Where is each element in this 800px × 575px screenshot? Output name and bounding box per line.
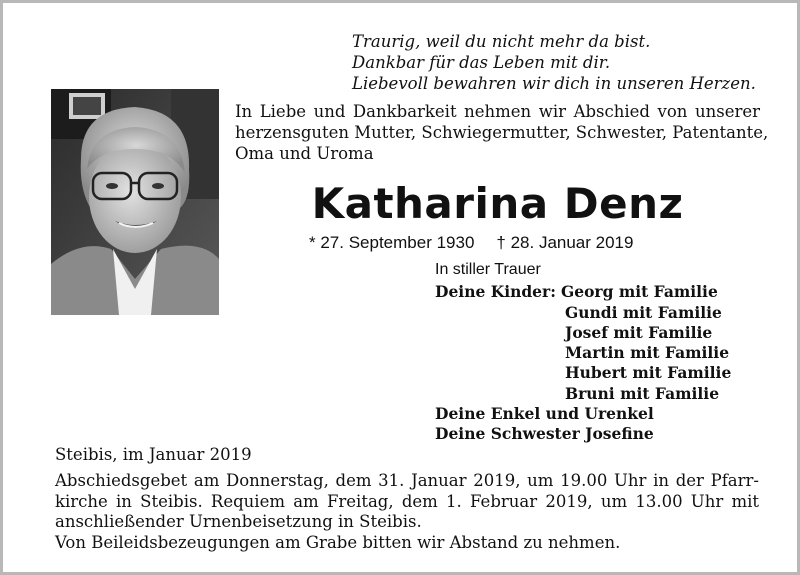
child-entry: Hubert mit Familie xyxy=(565,363,732,383)
children-row xyxy=(435,282,731,302)
poem xyxy=(352,31,756,94)
service-line: anschließender Urnenbeisetzung in Steibis. xyxy=(55,512,422,532)
child-entry: Georg mit Familie xyxy=(561,282,718,302)
poem-line: Liebevoll bewahren wir dich in unseren Herzen. xyxy=(352,74,756,93)
service-line: Von Beileidsbezeugungen am Grabe bitten wir Abstand zu nehmen. xyxy=(55,533,621,553)
service-line: kirche in Steibis. Requiem am Freitag, dem 1. Februar 2019, um 13.00 Uhr mit xyxy=(55,491,759,511)
poem-line: Dankbar für das Leben mit dir. xyxy=(352,53,611,72)
child-entry: Gundi mit Familie xyxy=(565,302,722,322)
deceased-name: Katharina Denz xyxy=(311,179,684,228)
sister-entry: Deine Schwester Josefine xyxy=(435,424,654,444)
service-info xyxy=(55,471,759,554)
intro-line: In Liebe und Dankbarkeit nehmen wir Abschied von unserer xyxy=(235,102,760,121)
child-entry: Bruni mit Familie xyxy=(565,383,720,403)
children-label: Deine Kinder: xyxy=(435,282,556,302)
intro-line: herzensguten Mutter, Schwiegermutter, Schwester, Patentante, xyxy=(235,123,769,142)
intro-line: Oma und Uroma xyxy=(235,144,374,163)
mourners-intro: In stiller Trauer xyxy=(435,261,541,278)
mourners-list xyxy=(435,260,731,445)
child-entry: Martin mit Familie xyxy=(565,343,730,363)
portrait-photo xyxy=(51,89,219,315)
place-date: Steibis, im Januar 2019 xyxy=(55,445,252,464)
life-dates xyxy=(309,232,633,254)
portrait-image xyxy=(51,89,219,315)
intro-text xyxy=(235,101,769,164)
grandchildren-entry: Deine Enkel und Urenkel xyxy=(435,404,654,424)
birth-date: * 27. September 1930 xyxy=(309,233,475,252)
child-entry: Josef mit Familie xyxy=(565,322,713,342)
service-line: Abschiedsgebet am Donnerstag, dem 31. Januar 2019, um 19.00 Uhr in der Pfarr- xyxy=(55,471,759,490)
death-date: † 28. Januar 2019 xyxy=(496,233,634,252)
poem-line: Traurig, weil du nicht mehr da bist. xyxy=(352,32,651,51)
